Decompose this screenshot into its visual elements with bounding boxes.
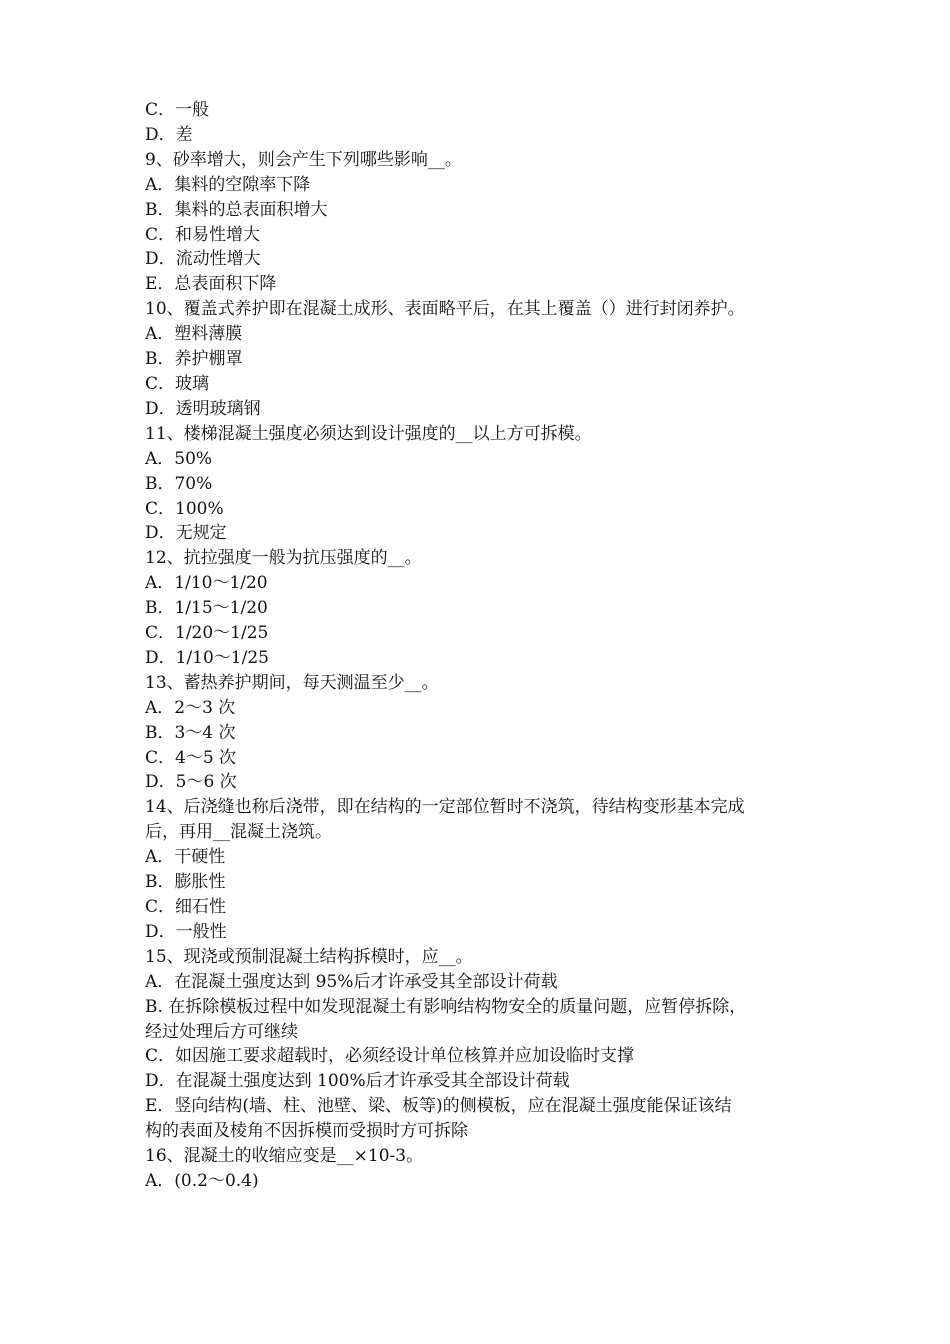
q14-option-d: D．一般性	[145, 921, 227, 942]
q15-option-e-line-2: 构的表面及棱角不因拆模而受损时方可拆除	[145, 1121, 468, 1142]
q13-option-c: C．4～5 次	[145, 747, 237, 768]
q14-option-a: A．干硬性	[145, 847, 226, 868]
q10-option-a: A．塑料薄膜	[145, 324, 243, 345]
q10-option-b: B．养护棚罩	[145, 349, 243, 370]
document-body	[145, 98, 815, 1194]
q14-option-b: B．膨胀性	[145, 872, 226, 893]
q11-option-d: D．无规定	[145, 523, 227, 544]
q13-option-d: D．5～6 次	[145, 772, 237, 793]
q12-option-d: D．1/10～1/25	[145, 647, 269, 668]
question-15: 15、现浇或预制混凝土结构拆模时，应__。	[145, 946, 473, 967]
q10-option-c: C．玻璃	[145, 373, 210, 394]
q12-option-a: A．1/10～1/20	[145, 573, 268, 594]
q12-option-b: B．1/15～1/20	[145, 598, 268, 619]
q16-option-a: A．(0.2～0.4)	[145, 1170, 259, 1191]
question-9: 9、砂率增大，则会产生下列哪些影响__。	[145, 149, 462, 170]
q11-option-c: C．100%	[145, 498, 224, 519]
q9-option-a: A．集料的空隙率下降	[145, 174, 311, 195]
q9-option-b: B．集料的总表面积增大	[145, 199, 328, 220]
q14-option-c: C．细石性	[145, 897, 227, 917]
q15-option-d: D．在混凝土强度达到 100%后才许承受其全部设计荷载	[145, 1071, 570, 1092]
q12-option-c: C．1/20～1/25	[145, 623, 269, 644]
question-13: 13、蓄热养护期间，每天测温至少__。	[145, 672, 439, 693]
q15-option-a: A．在混凝土强度达到 95%后才许承受其全部设计荷载	[145, 971, 558, 992]
q13-option-b: B．3～4 次	[145, 722, 236, 743]
q15-option-b-line-1: B. 在拆除模板过程中如发现混凝土有影响结构物安全的质量问题，应暂停拆除，	[145, 996, 747, 1017]
question-12: 12、抗拉强度一般为抗压强度的__。	[145, 548, 422, 569]
q15-option-c: C．如因施工要求超载时，必须经设计单位核算并应加设临时支撑	[145, 1046, 635, 1067]
question-10: 10、覆盖式养护即在混凝土成形、表面略平后，在其上覆盖（）进行封闭养护。	[145, 299, 745, 320]
q11-option-b: B．70%	[145, 473, 213, 494]
q10-option-d: D．透明玻璃钢	[145, 398, 261, 419]
q13-option-a: A．2～3 次	[145, 697, 236, 718]
question-16: 16、混凝土的收缩应变是__×10-3。	[145, 1146, 424, 1167]
question-14-line-1: 14、后浇缝也称后浇带，即在结构的一定部位暂时不浇筑，待结构变形基本完成	[145, 797, 745, 818]
q15-option-e-line-1: E．竖向结构(墙、柱、池壁、梁、板等)的侧模板，应在混凝土强度能保证该结	[145, 1096, 732, 1117]
question-14-line-2: 后，再用__混凝土浇筑。	[145, 822, 332, 843]
option-d-poor: D．差	[145, 124, 193, 145]
q9-option-e: E．总表面积下降	[145, 274, 277, 295]
option-c-general: C．一般	[145, 100, 210, 120]
q15-option-b-line-2: 经过处理后方可继续	[145, 1021, 298, 1042]
question-11: 11、楼梯混凝土强度必须达到设计强度的__以上方可拆模。	[145, 423, 592, 444]
q11-option-a: A．50%	[145, 448, 213, 469]
q9-option-c: C．和易性增大	[145, 224, 261, 245]
q9-option-d: D．流动性增大	[145, 249, 261, 270]
